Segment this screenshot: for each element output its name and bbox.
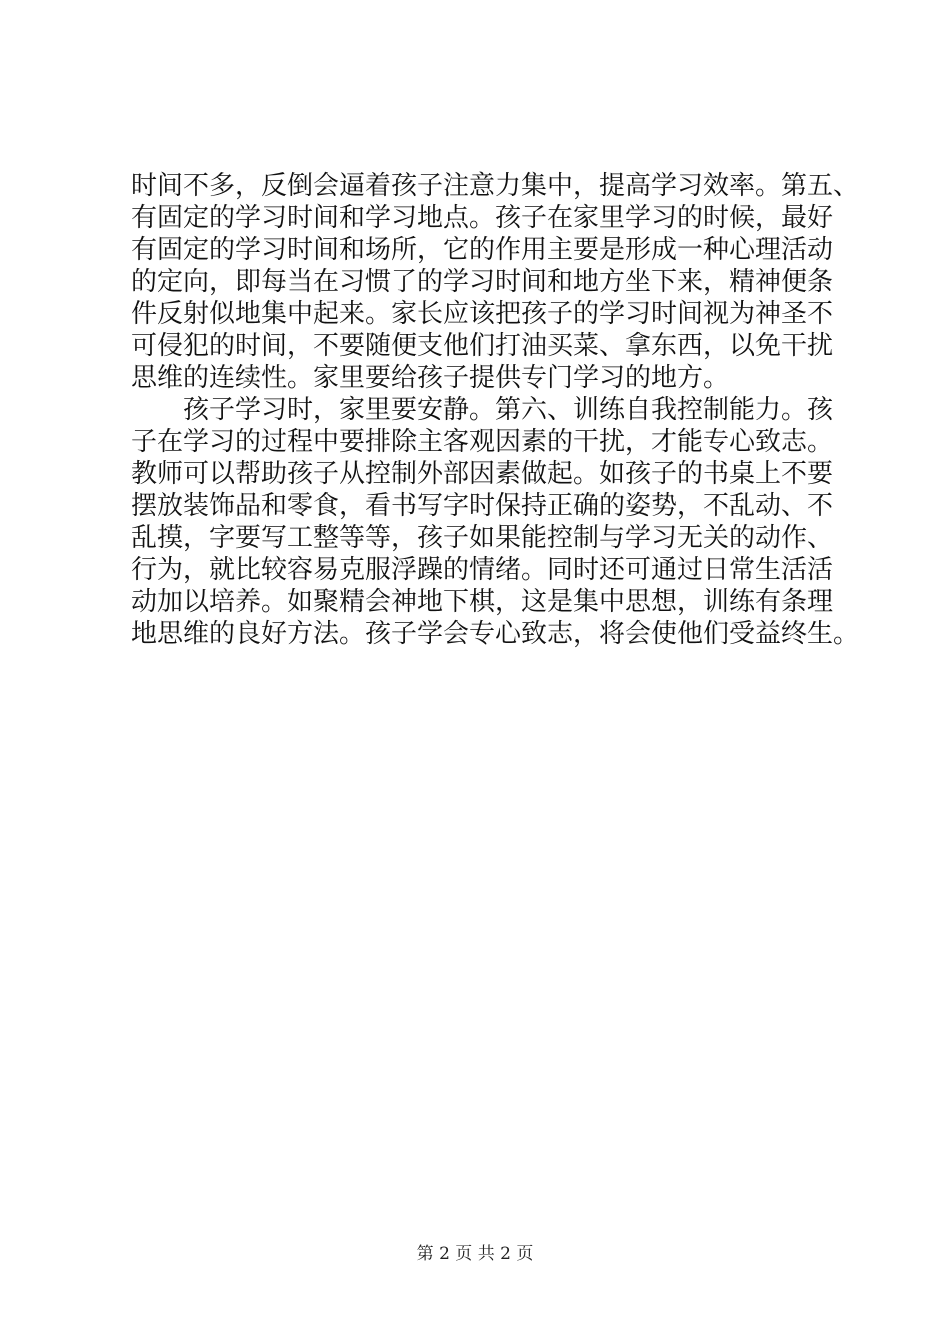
paragraph-1-line-3: 有固定的学习时间和场所，它的作用主要是形成一种心理活动 bbox=[131, 235, 834, 265]
paragraph-1-line-2: 有固定的学习时间和学习地点。孩子在家里学习的时候，最好 bbox=[131, 203, 834, 233]
paragraph-2-line-3: 教师可以帮助孩子从控制外部因素做起。如孩子的书桌上不要 bbox=[131, 459, 834, 489]
paragraph-2-line-7: 动加以培养。如聚精会神地下棋，这是集中思想，训练有条理 bbox=[131, 587, 834, 617]
paragraph-2-line-6: 行为，就比较容易克服浮躁的情绪。同时还可通过日常生活活 bbox=[131, 555, 834, 585]
paragraph-2-line-5: 乱摸，字要写工整等等，孩子如果能控制与学习无关的动作、 bbox=[131, 523, 834, 553]
paragraph-1-line-7: 思维的连续性。家里要给孩子提供专门学习的地方。 bbox=[131, 363, 730, 393]
paragraph-1-line-6: 可侵犯的时间，不要随便支他们打油买菜、拿东西，以免干扰 bbox=[131, 331, 834, 361]
paragraph-2-line-8: 地思维的良好方法。孩子学会专心致志，将会使他们受益终生。 bbox=[131, 619, 860, 649]
page-number-footer: 第 2 页 共 2 页 bbox=[416, 1244, 534, 1264]
paragraph-2-line-2: 子在学习的过程中要排除主客观因素的干扰，才能专心致志。 bbox=[131, 427, 834, 457]
document-body bbox=[131, 170, 860, 650]
paragraph-1-line-5: 件反射似地集中起来。家长应该把孩子的学习时间视为神圣不 bbox=[131, 299, 834, 329]
paragraph-1-line-1: 时间不多，反倒会逼着孩子注意力集中，提高学习效率。第五、 bbox=[131, 171, 860, 201]
paragraph-1-line-4: 的定向，即每当在习惯了的学习时间和地方坐下来，精神便条 bbox=[131, 267, 834, 297]
paragraph-2-line-4: 摆放装饰品和零食，看书写字时保持正确的姿势，不乱动、不 bbox=[131, 491, 834, 521]
paragraph-2-line-1: 孩子学习时，家里要安静。第六、训练自我控制能力。孩 bbox=[183, 395, 834, 425]
